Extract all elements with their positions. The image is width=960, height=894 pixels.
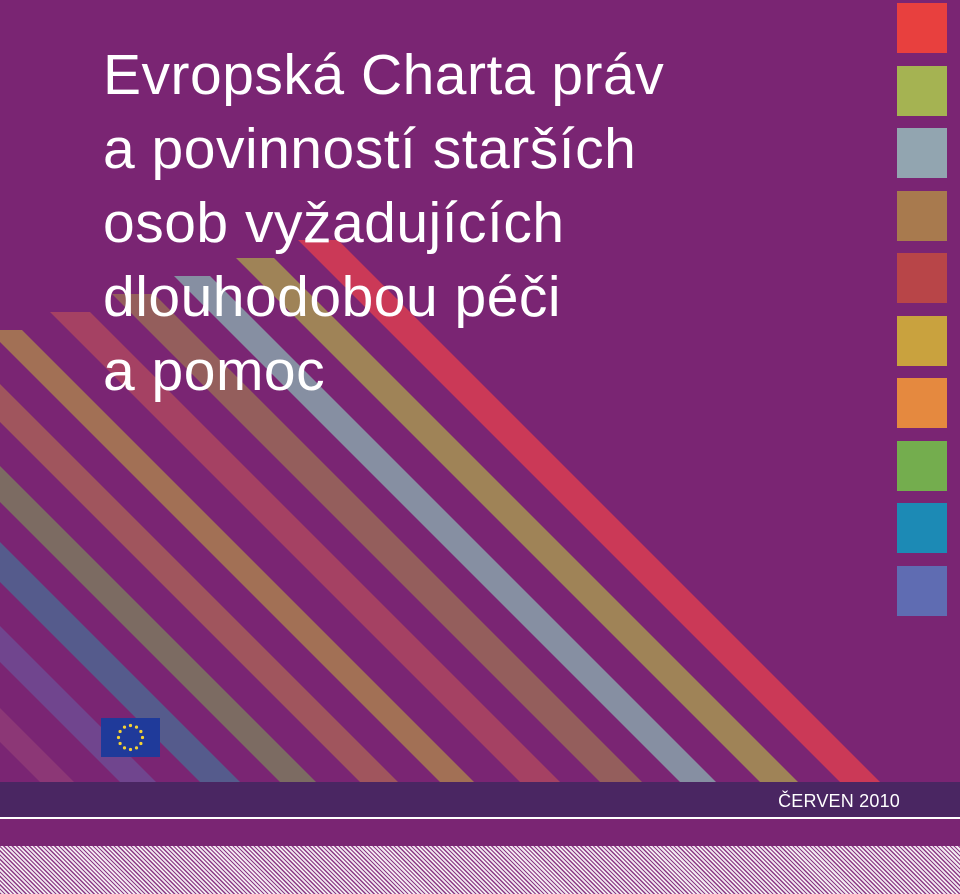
color-swatch (897, 3, 947, 53)
color-swatch (897, 66, 947, 116)
eu-star (135, 746, 138, 749)
color-swatch (897, 441, 947, 491)
eu-star (129, 748, 132, 751)
eu-star (141, 736, 144, 739)
eu-star (135, 726, 138, 729)
eu-flag-icon (101, 718, 160, 757)
eu-star (117, 736, 120, 739)
title-line: dlouhodobou péči (103, 265, 562, 329)
title-line: Evropská Charta práv (103, 43, 665, 107)
color-swatch (897, 316, 947, 366)
title-line: osob vyžadujících (103, 191, 565, 255)
eu-star (139, 730, 142, 733)
title-line: a povinností starších (103, 117, 637, 181)
eu-star (123, 746, 126, 749)
color-swatch (897, 378, 947, 428)
eu-star (119, 742, 122, 745)
publication-date: ČERVEN 2010 (778, 791, 900, 811)
color-swatch (897, 128, 947, 178)
color-swatch (897, 191, 947, 241)
eu-star (129, 724, 132, 727)
color-swatch (897, 253, 947, 303)
hatched-strip (0, 846, 960, 894)
color-swatch (897, 566, 947, 616)
color-swatch (897, 503, 947, 553)
color-swatch-column (897, 3, 947, 628)
title-line: a pomoc (103, 339, 326, 403)
eu-star (139, 742, 142, 745)
cover-title (103, 38, 664, 408)
eu-star (123, 726, 126, 729)
eu-star (119, 730, 122, 733)
